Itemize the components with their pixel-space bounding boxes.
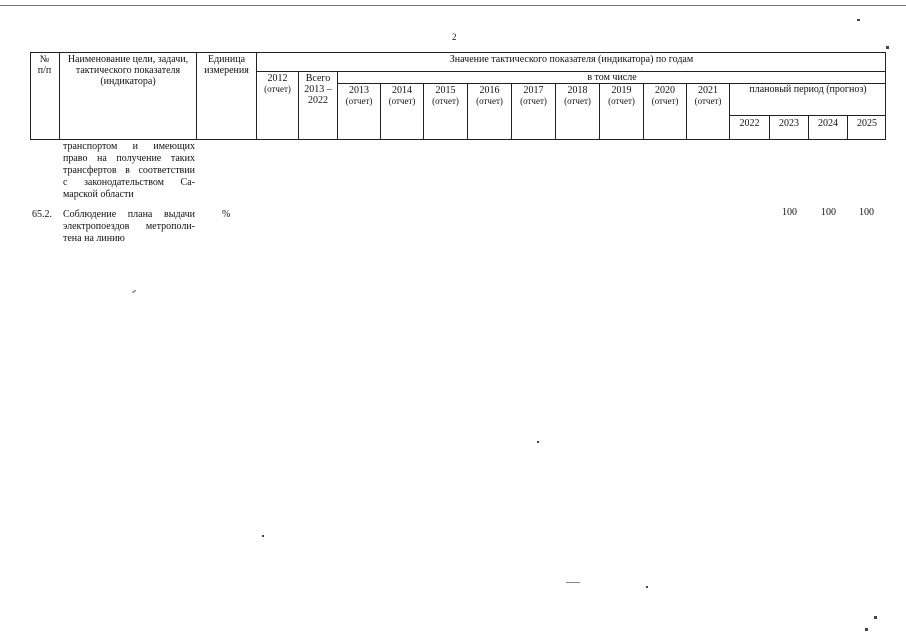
- report-label: (отчет): [345, 96, 373, 106]
- scan-speck: [886, 46, 889, 49]
- report-label: (отчет): [564, 96, 591, 106]
- plan-year-header: 2025: [857, 118, 877, 129]
- report-label: (отчет): [694, 96, 722, 106]
- year-label: 2017: [523, 85, 544, 96]
- report-year-header: [338, 85, 380, 107]
- indicator-table-header: [30, 52, 886, 140]
- scan-speck: [857, 19, 860, 21]
- year-label: 2012: [267, 73, 288, 84]
- scan-speck: [132, 290, 136, 293]
- row-name-line: Соблюдение плана выдачи: [63, 209, 195, 220]
- scan-speck: [262, 535, 264, 537]
- scan-speck: [566, 582, 580, 583]
- col-name-header: Наименование цели, задачи, тактического показателя (индикатора): [67, 54, 189, 87]
- continuation-cell: [63, 141, 195, 201]
- report-year-header: [556, 85, 599, 107]
- report-year-header: [644, 85, 686, 107]
- row-unit: %: [222, 209, 231, 220]
- col-number-header: № п/п: [37, 54, 52, 76]
- scan-speck: [537, 441, 539, 443]
- year-label: 2018: [567, 85, 588, 96]
- report-year-header: [512, 85, 555, 107]
- report-year-header: [381, 85, 423, 107]
- col-unit-header: Единица измерения: [204, 54, 249, 76]
- year-label: 2014: [392, 85, 412, 96]
- report-year-header: [424, 85, 467, 107]
- plan-year-header: 2024: [818, 118, 838, 129]
- report-year-header: [600, 85, 643, 107]
- page-number: 2: [452, 32, 457, 42]
- continuation-line: трансфертов в соответствии: [63, 165, 195, 176]
- report-label: (отчет): [264, 84, 291, 94]
- row-indicator-name: [63, 209, 195, 245]
- continuation-line: право на получение таких: [63, 153, 195, 164]
- scan-speck: [646, 586, 648, 588]
- value-2025: 100: [859, 207, 874, 218]
- year-label: 2013: [349, 85, 369, 96]
- scan-speck: [865, 628, 868, 631]
- continuation-line: марской области: [63, 189, 134, 200]
- top-scan-edge: [0, 5, 906, 6]
- continuation-line: с законодательством Са-: [63, 177, 195, 188]
- total-2013-2022-header: Всего 2013 – 2022: [304, 73, 332, 106]
- value-2023: 100: [782, 207, 797, 218]
- report-label: (отчет): [608, 96, 635, 106]
- report-year-header: [468, 85, 511, 107]
- col-values-header: Значение тактического показателя (индикатора) по годам: [449, 54, 694, 65]
- continuation-line: транспортом и имеющих: [63, 141, 195, 152]
- row-name-line: электропоездов метрополи-: [63, 221, 195, 232]
- row-number: 65.2.: [32, 209, 52, 220]
- plan-year-header: 2023: [779, 118, 799, 129]
- report-label: (отчет): [651, 96, 679, 106]
- year-label: 2020: [655, 85, 675, 96]
- scan-speck: [874, 616, 877, 619]
- year-label: 2015: [435, 85, 456, 96]
- report-label: (отчет): [476, 96, 503, 106]
- including-header: в том числе: [587, 72, 637, 83]
- value-2024: 100: [821, 207, 836, 218]
- year-label: 2019: [611, 85, 632, 96]
- year-label: 2021: [698, 85, 718, 96]
- plan-year-header: 2022: [739, 118, 760, 129]
- report-label: (отчет): [520, 96, 547, 106]
- row-name-line: тена на линию: [63, 233, 125, 244]
- report-year-header: [687, 85, 729, 107]
- year-2012-header: [257, 73, 298, 95]
- report-label: (отчет): [388, 96, 416, 106]
- plan-period-header: плановый период (прогноз): [749, 84, 867, 95]
- year-label: 2016: [479, 85, 500, 96]
- report-label: (отчет): [432, 96, 459, 106]
